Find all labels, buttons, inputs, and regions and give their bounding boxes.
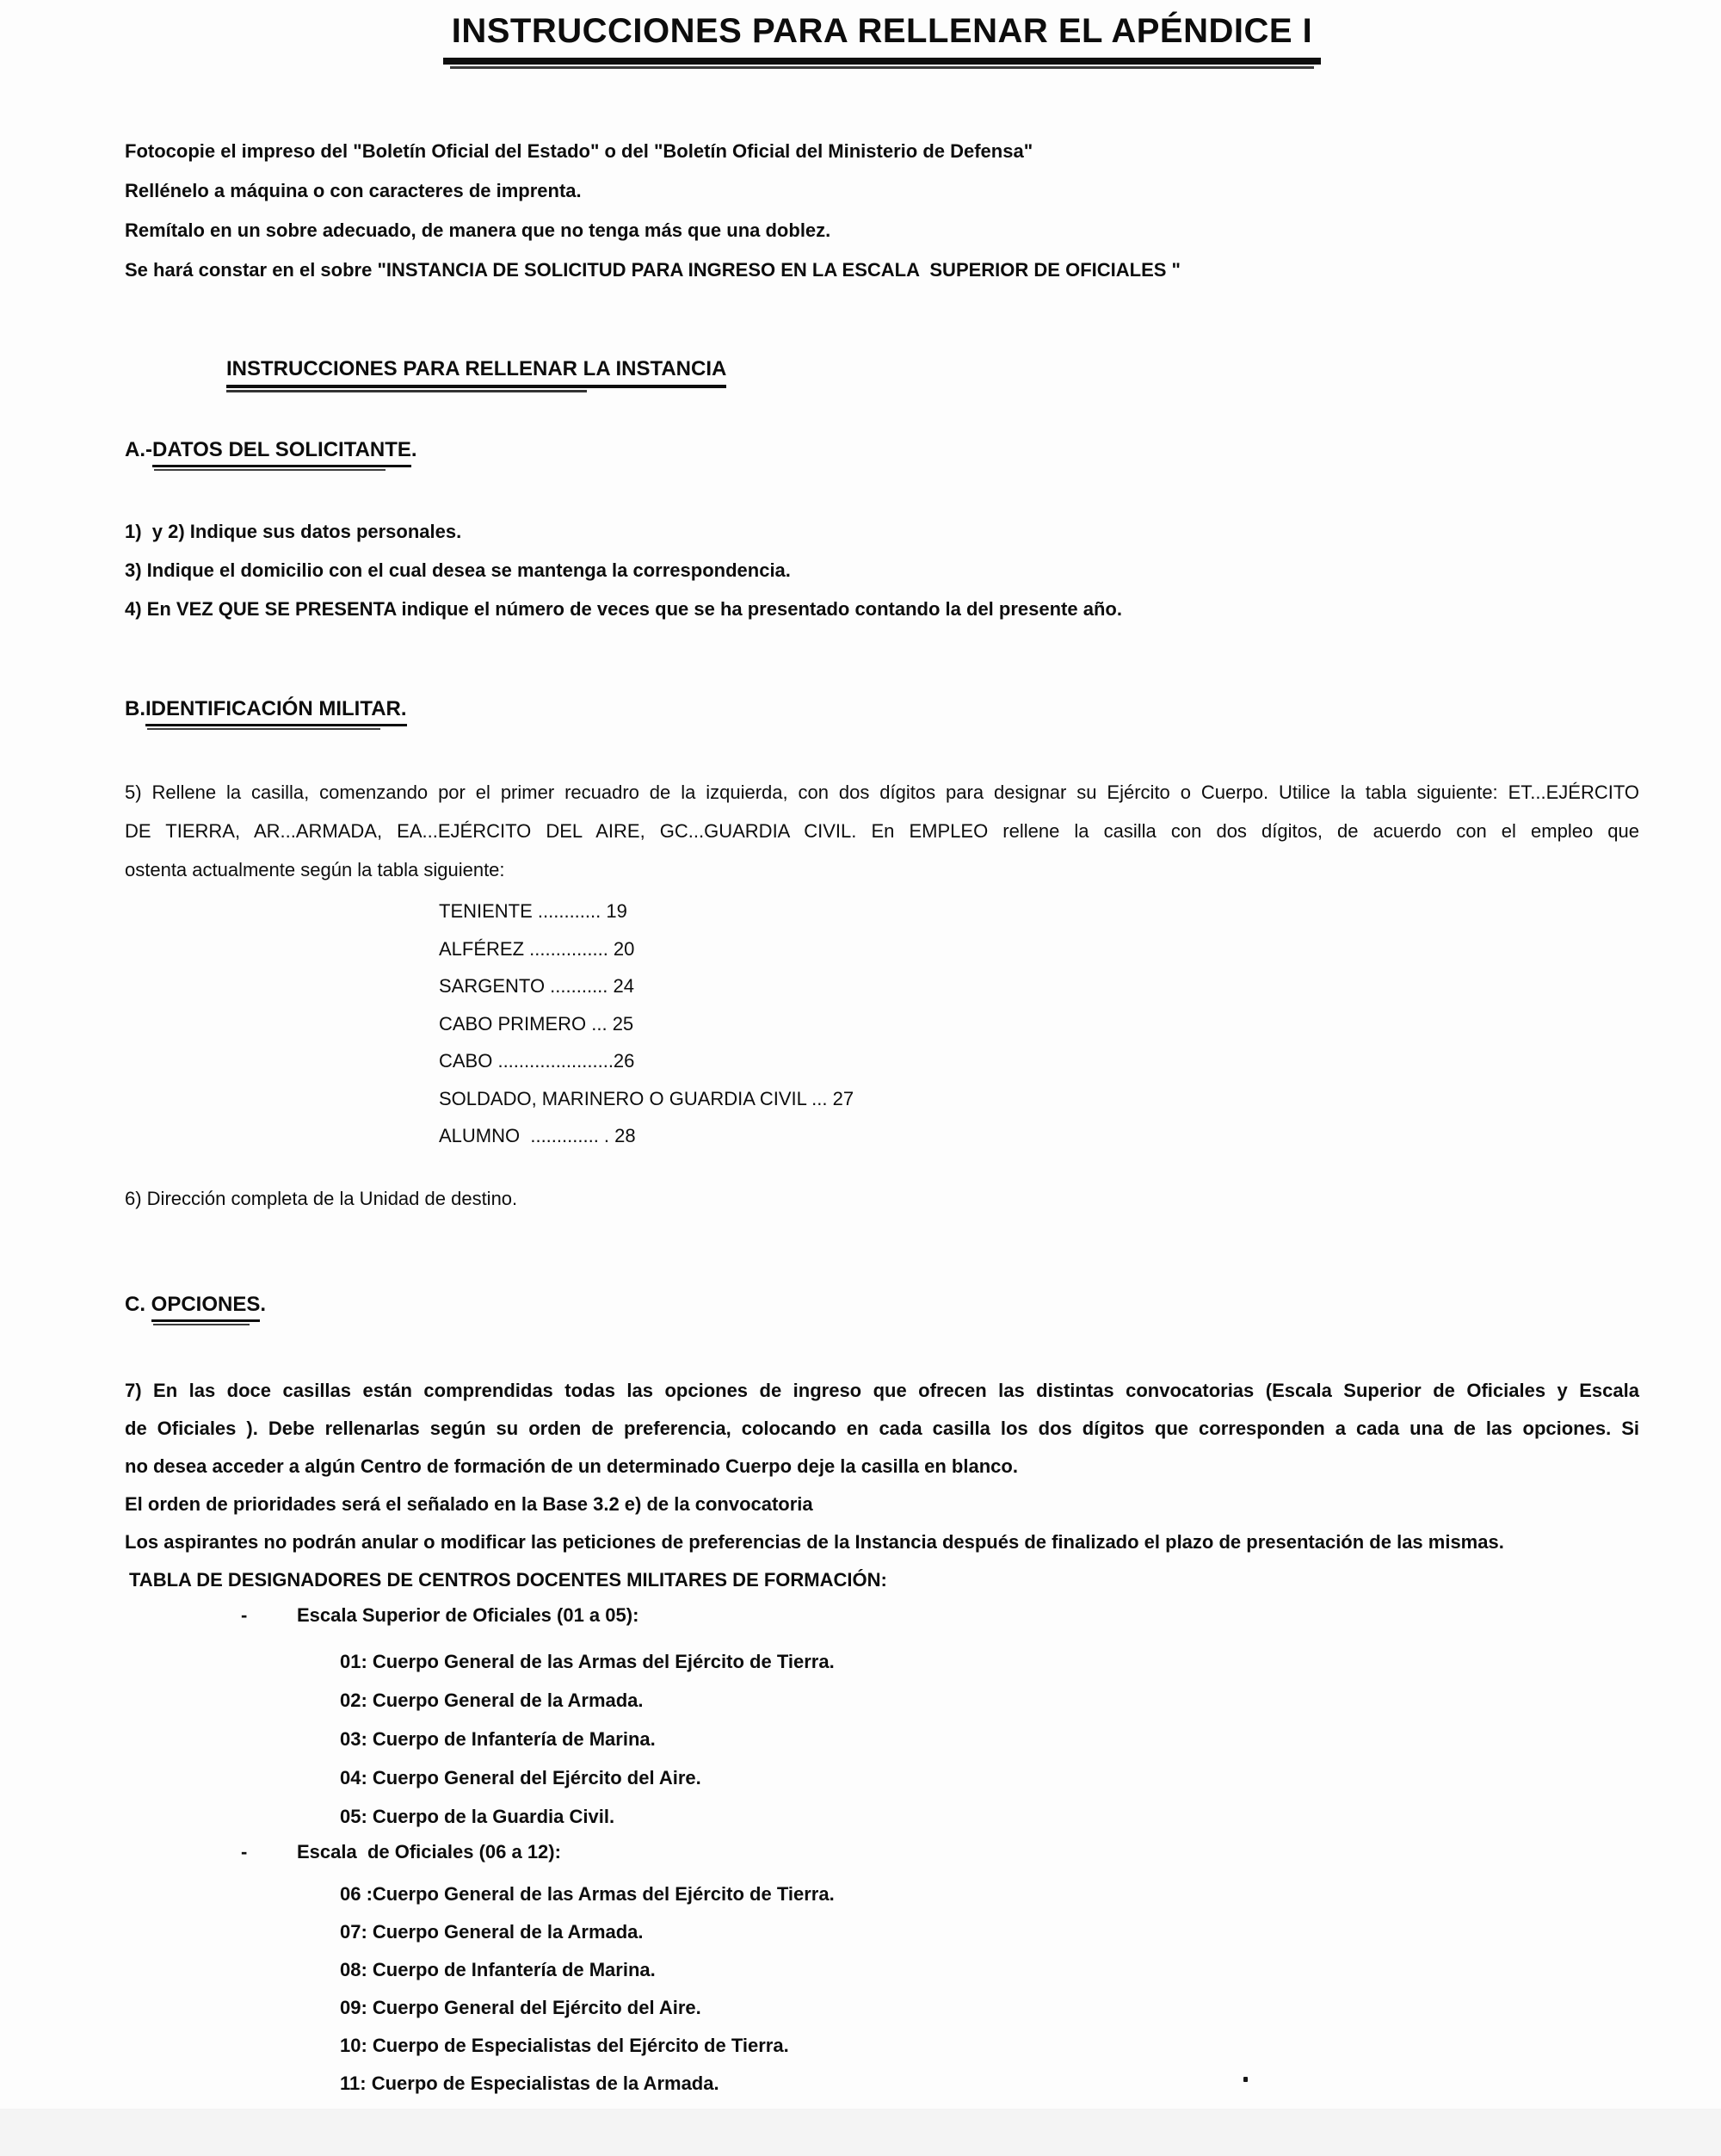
tabla-designadores-heading: TABLA DE DESIGNADORES DE CENTROS DOCENTES MILITARES DE FORMACIÓN: xyxy=(129,1568,887,1591)
escala-oficiales-item-09: 09: Cuerpo General del Ejército del Aire. xyxy=(340,1996,701,2018)
item-3: 3) Indique el domicilio con el cual desea se mantenga la correspondencia. xyxy=(125,559,791,581)
section-c-period: . xyxy=(260,1292,267,1316)
paragraph-7-line-2: de Oficiales ). Debe rellenarlas según su orden de preferencia, colocando en cada casilla los dos dígitos que corresponden a cada una de las opciones. Si xyxy=(125,1417,1639,1439)
empleo-code-table xyxy=(439,893,1639,1155)
section-a-heading xyxy=(125,438,1639,467)
empleo-row-alumno: ALUMNO ............. . 28 xyxy=(439,1125,636,1146)
section-c-heading xyxy=(125,1293,1639,1322)
intro-line-3: Remítalo en un sobre adecuado, de manera que no tenga más que una doblez. xyxy=(125,219,831,241)
empleo-row-teniente: TENIENTE ............ 19 xyxy=(439,900,627,922)
section-b-heading xyxy=(125,697,1639,726)
instancia-subheading xyxy=(226,357,1639,388)
item-1-2: 1) y 2) Indique sus datos personales. xyxy=(125,521,462,542)
escala-superior-item-03: 03: Cuerpo de Infantería de Marina. xyxy=(340,1727,656,1750)
section-a-items xyxy=(125,512,1639,628)
section-a-title: DATOS DEL SOLICITANTE xyxy=(152,438,411,467)
paragraph-7-line-3: no desea acceder a algún Centro de formación de un determinado Cuerpo deje la casilla en blanco. xyxy=(125,1455,1018,1477)
ink-speck xyxy=(1243,2077,1248,2082)
escala-superior-item-01: 01: Cuerpo General de las Armas del Ejército de Tierra. xyxy=(340,1650,835,1672)
scan-bottom-shade xyxy=(0,2109,1721,2156)
escala-superior-item-02: 02: Cuerpo General de la Armada. xyxy=(340,1689,644,1711)
empleo-row-cabo-primero: CABO PRIMERO ... 25 xyxy=(439,1012,634,1035)
section-b-prefix: B. xyxy=(125,697,145,720)
escala-oficiales-item-07: 07: Cuerpo General de la Armada. xyxy=(340,1920,644,1943)
escala-superior-label: Escala Superior de Oficiales (01 a 05): xyxy=(297,1603,639,1626)
paragraph-5-line-1: 5) Rellene la casilla, comenzando por el primer recuadro de la izquierda, con dos dígitos para designar su Ejército o Cuerpo. Utilice la tabla siguiente: ET...EJÉRCITO xyxy=(125,781,1639,803)
item-4: 4) En VEZ QUE SE PRESENTA indique el número de veces que se ha presentado contando la del presente año. xyxy=(125,598,1122,620)
intro-paragraph xyxy=(125,132,1639,290)
escala-oficiales-item-11: 11: Cuerpo de Especialistas de la Armada. xyxy=(340,2072,719,2094)
paragraph-7-line-4: El orden de prioridades será el señalado en la Base 3.2 e) de la convocatoria xyxy=(125,1492,813,1515)
empleo-row-cabo: CABO ......................26 xyxy=(439,1050,635,1072)
escala-superior-dash: - xyxy=(241,1603,248,1626)
escala-superior-header xyxy=(125,1604,1639,1627)
escala-oficiales-item-10: 10: Cuerpo de Especialistas del Ejército de Tierra. xyxy=(340,2034,789,2056)
intro-line-2: Rellénelo a máquina o con caracteres de imprenta. xyxy=(125,180,582,201)
escala-oficiales-item-06: 06 :Cuerpo General de las Armas del Ejército de Tierra. xyxy=(340,1882,835,1905)
escala-oficiales-item-08: 08: Cuerpo de Infantería de Marina. xyxy=(340,1958,656,1980)
section-b-title: IDENTIFICACIÓN MILITAR. xyxy=(145,697,407,726)
paragraph-7-line-1: 7) En las doce casillas están comprendidas todas las opciones de ingreso que ofrecen las distintas convocatorias (Escala Superior de Oficiales y Escala xyxy=(125,1379,1639,1401)
escala-oficiales-items xyxy=(125,1875,1639,2141)
escala-superior-items xyxy=(125,1642,1639,1836)
intro-line-1: Fotocopie el impreso del "Boletín Oficial del Estado" o del "Boletín Oficial del Ministerio de Defensa" xyxy=(125,140,1033,162)
paragraph-5 xyxy=(125,773,1639,889)
paragraph-7-line-5: Los aspirantes no podrán anular o modificar las peticiones de preferencias de la Instancia después de finalizado el plazo de presentación de las mismas. xyxy=(125,1530,1504,1553)
section-a-prefix: A.- xyxy=(125,438,152,461)
page-title-text: INSTRUCCIONES PARA RELLENAR EL APÉNDICE I xyxy=(443,12,1322,65)
paragraph-5-line-3: ostenta actualmente según la tabla siguiente: xyxy=(125,859,505,880)
section-c-title: OPCIONES xyxy=(151,1293,261,1322)
escala-oficiales-header xyxy=(125,1841,1639,1863)
paragraph-5-line-2: DE TIERRA, AR...ARMADA, EA...EJÉRCITO DEL AIRE, GC...GUARDIA CIVIL. En EMPLEO rellene la casilla con dos dígitos, de acuerdo con el empleo que xyxy=(125,820,1639,842)
empleo-row-soldado: SOLDADO, MARINERO O GUARDIA CIVIL ... 27 xyxy=(439,1087,854,1109)
instancia-subheading-text: INSTRUCCIONES PARA RELLENAR LA INSTANCIA xyxy=(226,357,726,388)
empleo-row-sargento: SARGENTO ........... 24 xyxy=(439,975,634,997)
paragraph-7 xyxy=(125,1372,1639,1561)
intro-line-4: Se hará constar en el sobre "INSTANCIA DE SOLICITUD PARA INGRESO EN LA ESCALA SUPERIOR DE OFICIALES " xyxy=(125,259,1181,281)
page-title xyxy=(125,12,1639,65)
section-c-prefix: C. xyxy=(125,1292,151,1316)
escala-oficiales-dash: - xyxy=(241,1840,248,1863)
escala-superior-item-04: 04: Cuerpo General del Ejército del Aire. xyxy=(340,1766,701,1788)
escala-oficiales-label: Escala de Oficiales (06 a 12): xyxy=(297,1840,561,1863)
empleo-row-alferez: ALFÉREZ ............... 20 xyxy=(439,937,635,960)
section-a-period: . xyxy=(410,438,417,461)
escala-superior-item-05: 05: Cuerpo de la Guardia Civil. xyxy=(340,1805,615,1827)
item-6: 6) Dirección completa de la Unidad de destino. xyxy=(125,1187,518,1209)
